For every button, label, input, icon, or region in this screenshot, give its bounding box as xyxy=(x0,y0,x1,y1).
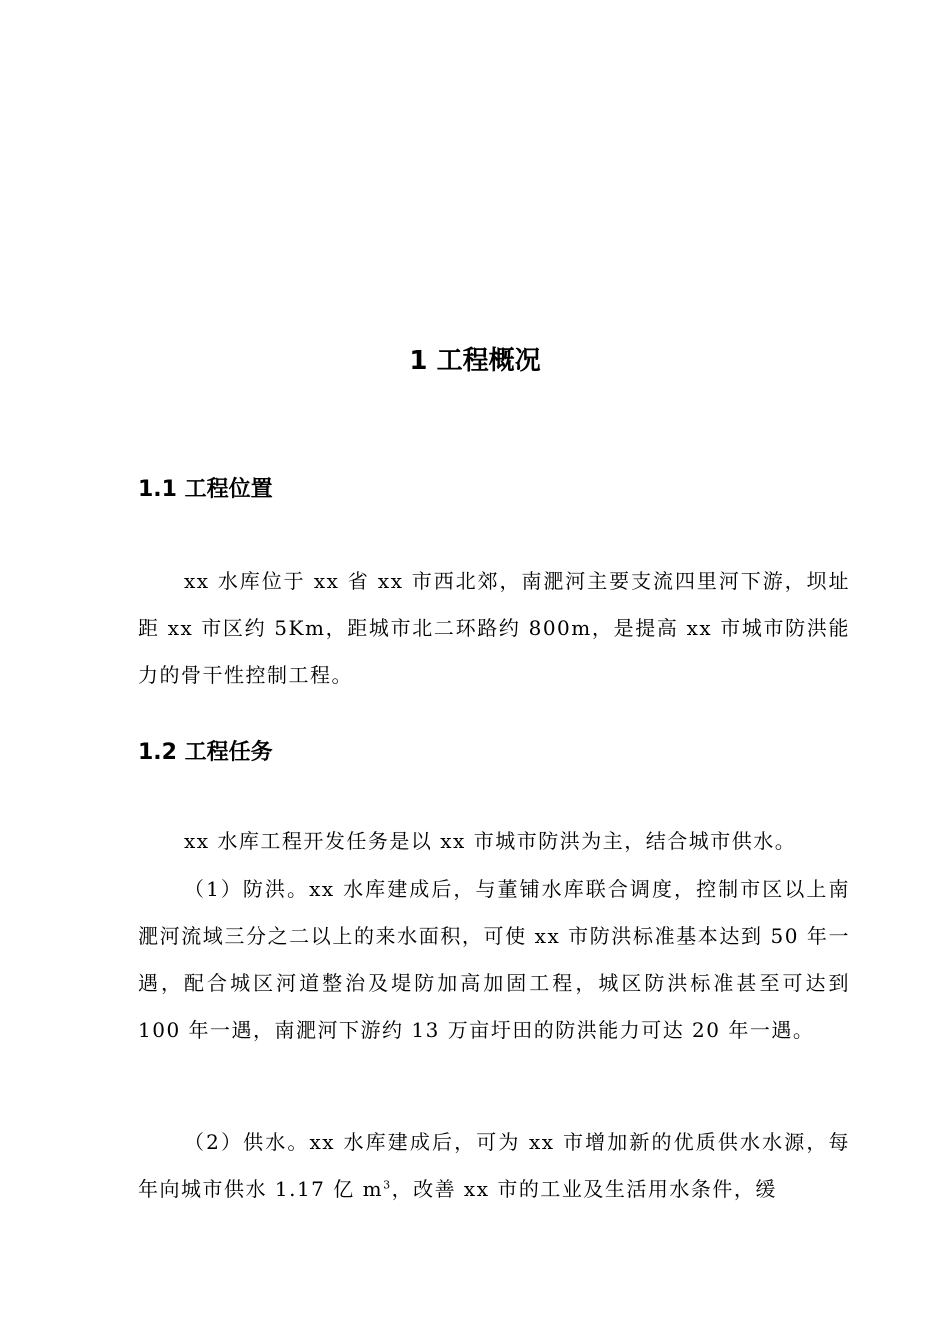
section-heading-location: 1.1 工程位置 xyxy=(138,477,273,502)
chapter-title: 1 工程概况 xyxy=(409,346,541,376)
water-supply-text: （2）供水。xx 水库建成后，可为 xx 市增加新的优质供水水源，每年向城市供水 1.17 亿 m xyxy=(138,1130,850,1201)
paragraph-water-supply xyxy=(138,1119,850,1213)
cubic-superscript: 3 xyxy=(383,1178,392,1192)
paragraph-tasks-intro: xx 水库工程开发任务是以 xx 市城市防洪为主，结合城市供水。 xyxy=(184,829,797,853)
paragraph-location: xx 水库位于 xx 省 xx 市西北郊，南淝河主要支流四里河下游，坝址距 xx 市区约 5Km，距城市北二环路约 800m，是提高 xx 市城市防洪能力的骨干性控制工程。 xyxy=(138,569,850,687)
paragraph-flood-control: （1）防洪。xx 水库建成后，与董铺水库联合调度，控制市区以上南淝河流域三分之二以上的来水面积，可使 xx 市防洪标准基本达到 50 年一遇，配合城区河道整治及堤防加高加固工程，城区防洪标准甚至可达到 100 年一遇，南淝河下游约 13 万亩圩田的防洪能力可达 20 年一遇。 xyxy=(138,877,850,1042)
water-supply-text-cont: ，改善 xx 市的工业及生活用水条件，缓 xyxy=(391,1177,777,1201)
section-heading-tasks: 1.2 工程任务 xyxy=(138,740,273,765)
